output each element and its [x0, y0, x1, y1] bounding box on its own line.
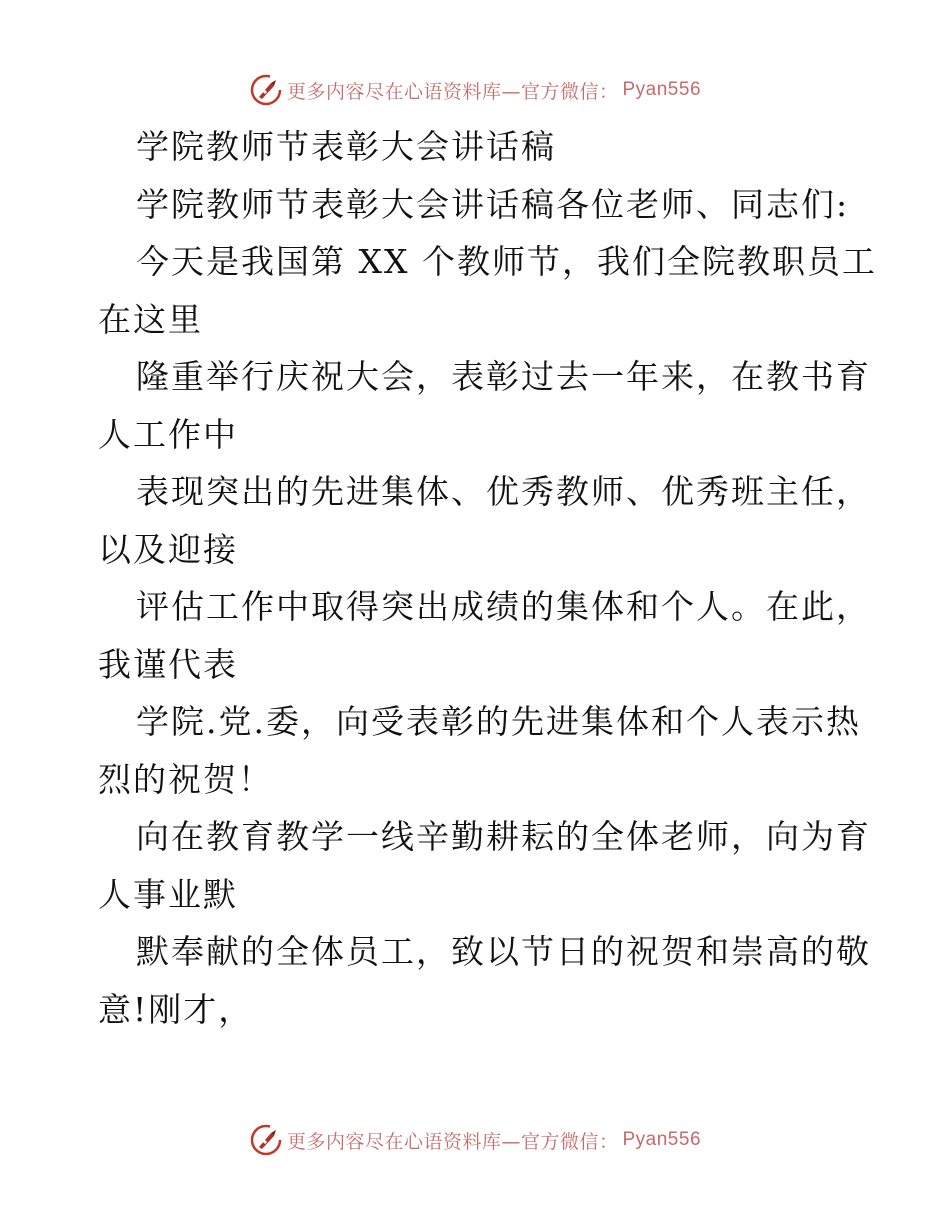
paragraph-line: 意!刚才，	[98, 989, 254, 1029]
header-watermark-account: Pyan556	[622, 79, 702, 100]
paragraph-line: 学院教师节表彰大会讲话稿	[136, 127, 556, 166]
paragraph-line: 隆重举行庆祝大会，表彰过去一年来，在教书育	[136, 357, 871, 396]
paragraph-line: 默奉献的全体员工，致以节日的祝贺和崇高的敬	[136, 932, 871, 971]
footer-watermark-inner	[249, 1123, 701, 1157]
document-body	[98, 118, 877, 1038]
paragraph-line: 表现突出的先进集体、优秀教师、优秀班主任，	[136, 472, 871, 511]
paragraph-line: 烈的祝贺！	[98, 759, 273, 799]
pen-nib-circle-icon	[249, 1123, 283, 1157]
footer-watermark-account: Pyan556	[622, 1129, 702, 1150]
paragraph-line: 向在教育教学一线辛勤耕耘的全体老师，向为育	[136, 817, 871, 856]
pen-nib-circle-icon	[249, 73, 283, 107]
paragraph-line: 评估工作中取得突出成绩的集体和个人。在此，	[136, 587, 871, 626]
paragraph-line: 以及迎接	[98, 529, 238, 569]
paragraph-line: 学院教师节表彰大会讲话稿各位老师、同志们:	[136, 184, 850, 224]
header-watermark-text: 更多内容尽在心语资料库—官方微信：	[286, 80, 619, 103]
paragraph-line: 今天是我国第 XX 个教师节，我们全院教职员工	[136, 242, 877, 281]
paragraph-line: 学院.党.委，向受表彰的先进集体和个人表示热	[136, 702, 861, 741]
header-watermark-inner	[249, 73, 701, 107]
paragraph-line: 人事业默	[98, 874, 238, 914]
paragraph-line: 人工作中	[98, 414, 238, 454]
paragraph-line: 我谨代表	[98, 644, 238, 684]
paragraph-line: 在这里	[98, 299, 203, 339]
footer-watermark	[0, 1120, 950, 1160]
footer-watermark-text: 更多内容尽在心语资料库—官方微信：	[286, 1130, 619, 1153]
header-watermark	[0, 70, 950, 110]
